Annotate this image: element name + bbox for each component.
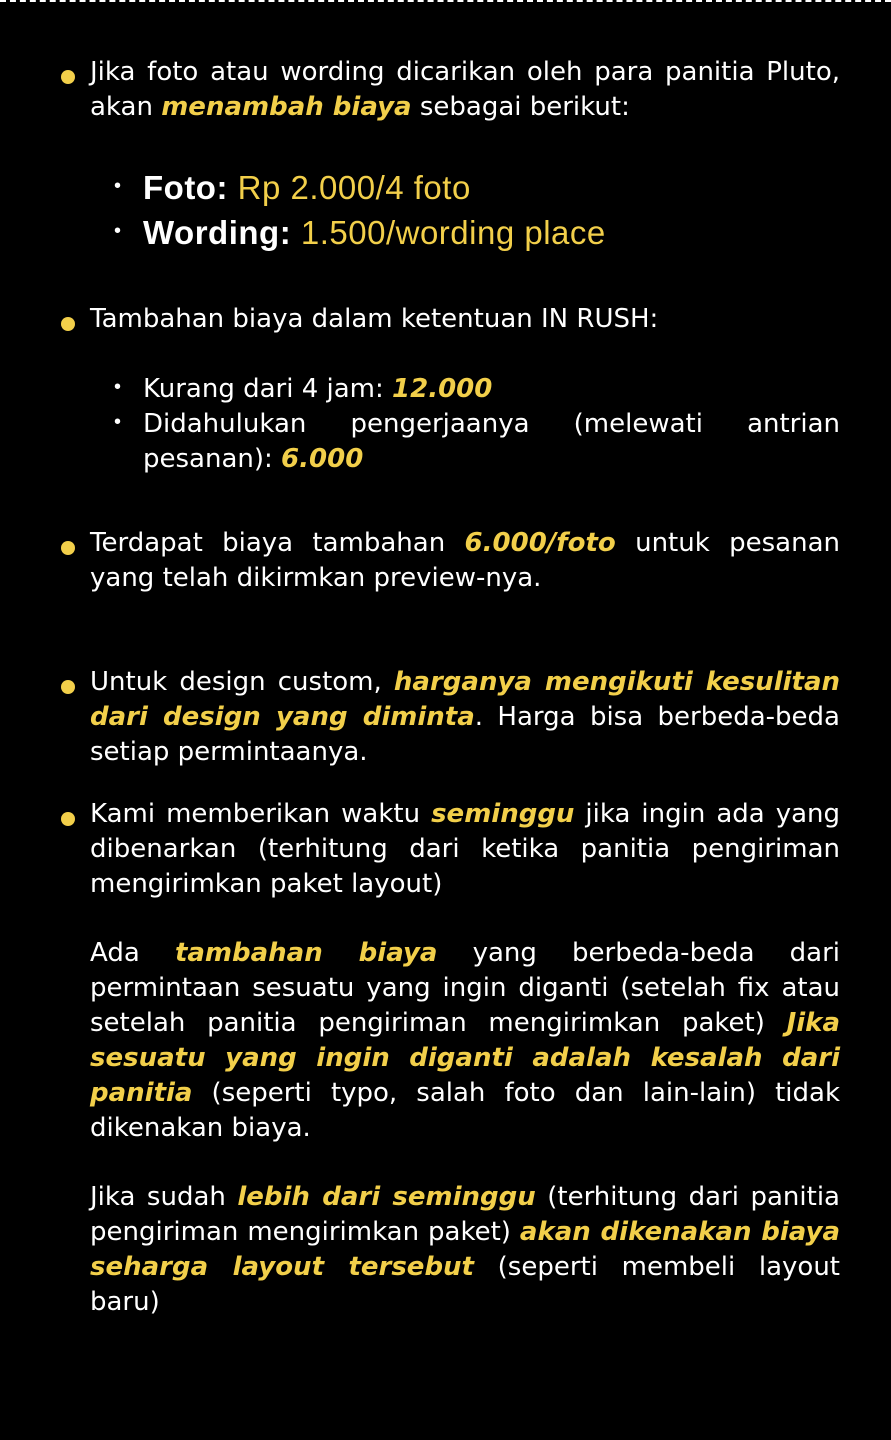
highlight-text: akan dikenakan biaya seharga layout tersebut [90,1217,840,1282]
paragraph-text: Kami memberikan waktu [90,799,432,829]
dashed-top-border [0,0,891,2]
foto-price-line [143,165,840,210]
price-label: Wording: [143,214,301,251]
preview-fee-paragraph [90,526,840,596]
bullet-dot-icon [61,541,75,555]
highlight-text: menambah biaya [161,92,412,122]
paragraph-text: (seperti membeli layout baru) [90,1252,840,1317]
custom-design-paragraph [90,665,840,770]
paragraph-text: . Harga bisa berbeda-beda setiap permintaanya. [90,702,840,767]
paragraph-text: Jika foto atau wording dicarikan oleh para panitia Pluto, akan [90,57,840,122]
item-text: Didahulukan pengerjaanya (melewati antrian pesanan): [143,409,840,474]
bullet-dot-icon [61,317,75,331]
small-bullet-icon: • [114,175,122,197]
bullet-dot-icon [61,70,75,84]
paragraph-text: Untuk design custom, [90,667,394,697]
in-rush-line-2 [143,407,840,477]
bullet-dot-icon [61,680,75,694]
price-unit: /4 foto [375,169,471,206]
item-price: 12.000 [392,374,493,404]
highlight-text: seminggu [431,799,575,829]
revision-week-paragraph [90,797,840,902]
in-rush-line-1 [143,372,840,407]
paragraph-text: Jika sudah [90,1182,238,1212]
paragraph-text: (seperti typo, salah foto dan lain-lain) tidak dikenakan biaya. [90,1078,840,1143]
paragraph-text: jika ingin ada yang dibenarkan (terhitung dari ketika panitia pengiriman mengirimkan paket layout) [90,799,840,899]
small-bullet-icon: • [114,411,122,433]
in-rush-title [90,302,840,337]
price-label: Foto: [143,169,238,206]
extra-fee-paragraph [90,936,840,1146]
extra-cost-search-paragraph [90,55,840,125]
paragraph-text: Tambahan biaya dalam ketentuan IN RUSH: [90,304,659,334]
highlight-text: lebih dari seminggu [237,1182,536,1212]
paragraph-text: Terdapat biaya tambahan [90,528,465,558]
highlight-text: Jika sesuatu yang ingin diganti adalah kesalah dari panitia [90,1008,840,1108]
small-bullet-icon: • [114,220,122,242]
paragraph-text: (terhitung dari panitia pengiriman mengirimkan paket) [90,1182,840,1247]
paragraph-text: yang berbeda-beda dari permintaan sesuatu yang ingin diganti (setelah fix atau setelah panitia pengiriman mengirimkan paket) [90,938,841,1038]
price-value: Rp 2.000 [237,169,376,206]
paragraph-text: untuk pesanan yang telah dikirmkan preview-nya. [90,528,840,593]
price-unit: /wording place [385,214,606,251]
highlight-text: harganya mengikuti kesulitan dari design yang diminta [90,667,840,732]
paragraph-text: sebagai berikut: [411,92,630,122]
highlight-text: tambahan biaya [174,938,438,968]
highlight-text: 6.000/foto [464,528,616,558]
item-text: Kurang dari 4 jam: [143,374,393,404]
wording-price-line [143,210,840,255]
item-price: 6.000 [281,444,364,474]
bullet-dot-icon [61,812,75,826]
over-week-paragraph [90,1180,840,1320]
small-bullet-icon: • [114,376,122,398]
paragraph-text: Ada [90,938,175,968]
price-value: 1.500 [300,214,386,251]
